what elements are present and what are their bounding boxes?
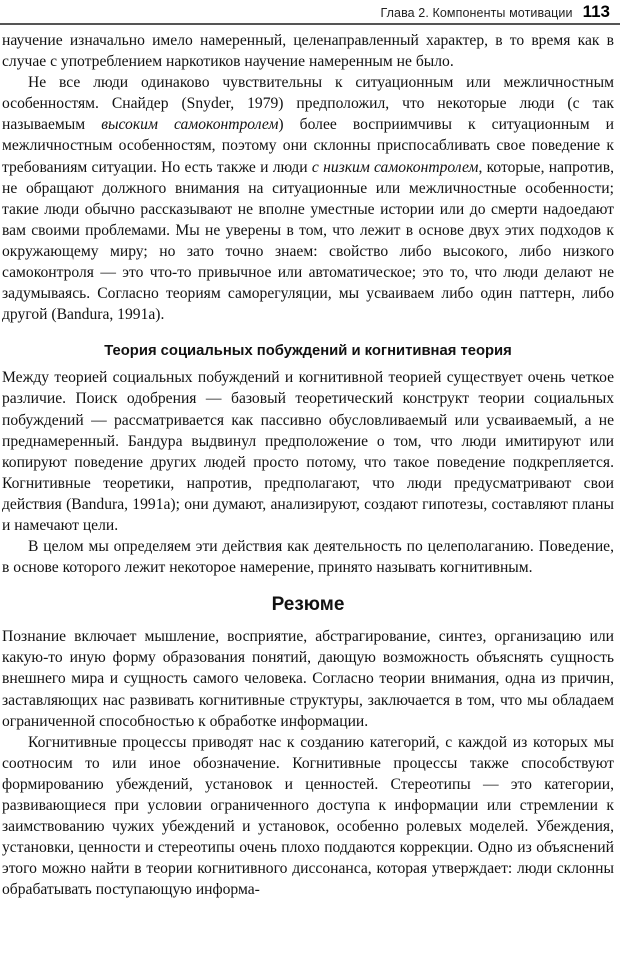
paragraph-continuation: научение изначально имело намеренный, целенаправленный характер, в то время как в случае с употреблением наркотиков научение намеренным не было. [2, 32, 614, 71]
page-number: 113 [582, 2, 610, 21]
paragraph-text: Не все люди одинаково чувствительны к ситуационным или межличностным особенностям. Снайдер (Snyder, 1979) предположил, что некоторые люди (с так называемым [2, 74, 614, 134]
header-rule [0, 23, 620, 25]
paragraph-social-vs-cognitive: Между теорией социальных побуждений и когнитивной теорией существует очень четкое различие. Поиск одобрения — базовый теоретический конструкт теории социальных побуждений — рассматривается как пассивно обусловливаемый или усваиваемый, а не преднамеренный. Бандура выдвинул предположение о том, что люди имитируют или копируют поведение других людей просто потому, что такое поведение подкрепляется. Когнитивные теоретики, напротив, предполагают, что люди предусматривают свои действия (Bandura, 1991a); они думают, анализируют, создают гипотезы, составляют планы и намечают цели. [2, 369, 614, 534]
subsection-heading: Теория социальных побуждений и когнитивная теория [104, 343, 512, 360]
paragraph-text: , которые, напротив, не обращают должного внимания на ситуационные или межличностные особенности; такие люди обычно рассказывают не вполне уместные истории или до смерти надоедают вам своими проблемами. Мы не уверены в том, что лежит в основе двух этих подходов к окружающему миру; но зато точно знаем: свойство либо высокого, либо низкого самоконтроля — это что-то привычное или автоматическое; это то, что люди делают не задумываясь. Согласно теориям саморегуляции, мы усваиваем либо один паттерн, либо другой (Bandura, 1991a). [2, 158, 614, 324]
section-heading-summary: Резюме [271, 594, 345, 616]
paragraph-text: ) более восприимчивы к ситуационным и межличностным особенностям, поэтому они склонны приспосабливать свое поведение к требованиям ситуации. Но есть также и люди [2, 116, 614, 176]
paragraph-summary-categories: Когнитивные процессы приводят нас к созданию категорий, с каждой из которых мы соотносим то или иное обозначение. Когнитивные процессы также способствуют формированию убеждений, установок и ценностей. Стереотипы — это категории, развивающиеся при условии ограниченного доступа к информации или стремлении к заимствованию чужих убеждений и установок, особенно ролевых моделей. Убеждения, установки, ценности и стереотипы очень плохо поддаются коррекции. Одно из объяснений этого можно найти в теории когнитивного диссонанса, которая утверждает: люди склонны обрабатывать поступающую информа- [2, 733, 614, 899]
paragraph-self-monitoring [2, 72, 614, 325]
page-body [2, 30, 614, 900]
paragraph-goal-setting: В целом мы определяем эти действия как деятельность по целеполаганию. Поведение, в основе которого лежит некоторое намерение, принято называть когнитивным. [2, 538, 614, 577]
emphasis-low-self-monitoring: с низким самоконтролем [311, 158, 479, 176]
chapter-title: Глава 2. Компоненты мотивации [380, 6, 573, 20]
running-header [380, 2, 610, 24]
paragraph-summary-cognition: Познание включает мышление, восприятие, абстрагирование, синтез, организацию или какую-то иную форму образования понятий, дающую возможность объяснять сущность внешнего мира и сущность самого человека. Согласно теории внимания, одна из причин, заставляющих нас развивать когнитивные структуры, заключается в том, что мы обладаем ограниченной способностью к обработке информации. [2, 628, 614, 730]
emphasis-high-self-monitoring: высоким самоконтролем [101, 116, 279, 134]
